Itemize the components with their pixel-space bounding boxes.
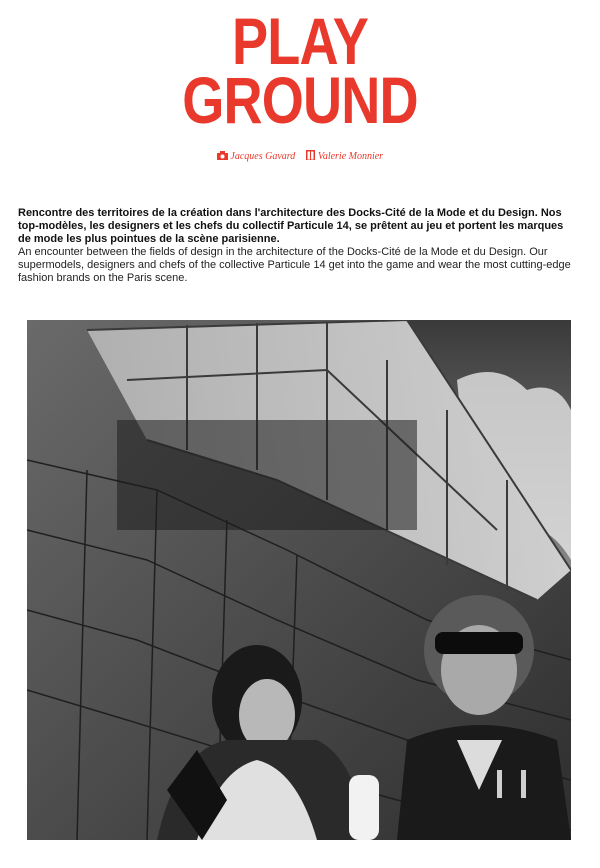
wardrobe-icon (306, 150, 315, 163)
credits-line (0, 150, 600, 163)
magazine-title (0, 4, 600, 138)
camera-icon (217, 151, 228, 163)
title-line-ground: GROUND (182, 63, 418, 138)
stylist-credit: Valerie Monnier (317, 151, 384, 162)
editorial-photo (27, 320, 571, 840)
intro-text (18, 207, 578, 285)
title-line-play: PLAY (231, 4, 369, 78)
intro-english: An encounter between the fields of design in the architecture of the Docks-Cité de la Mode et du Design. Our supermodels, designers and chefs of the collective Particule 14 get into the game and wear the most cutting-edge fashion brands on the Paris scene. (18, 246, 571, 284)
intro-french: Rencontre des territoires de la création dans l'architecture des Docks-Cité de la Mode et du Design. Nos top-modèles, les designers et les chefs du collectif Particule 14, se prêtent au jeu et portent les marques de mode les plus pointues de la scène parisienne. (18, 207, 564, 245)
photographer-credit: Jacques Gavard (230, 151, 296, 162)
